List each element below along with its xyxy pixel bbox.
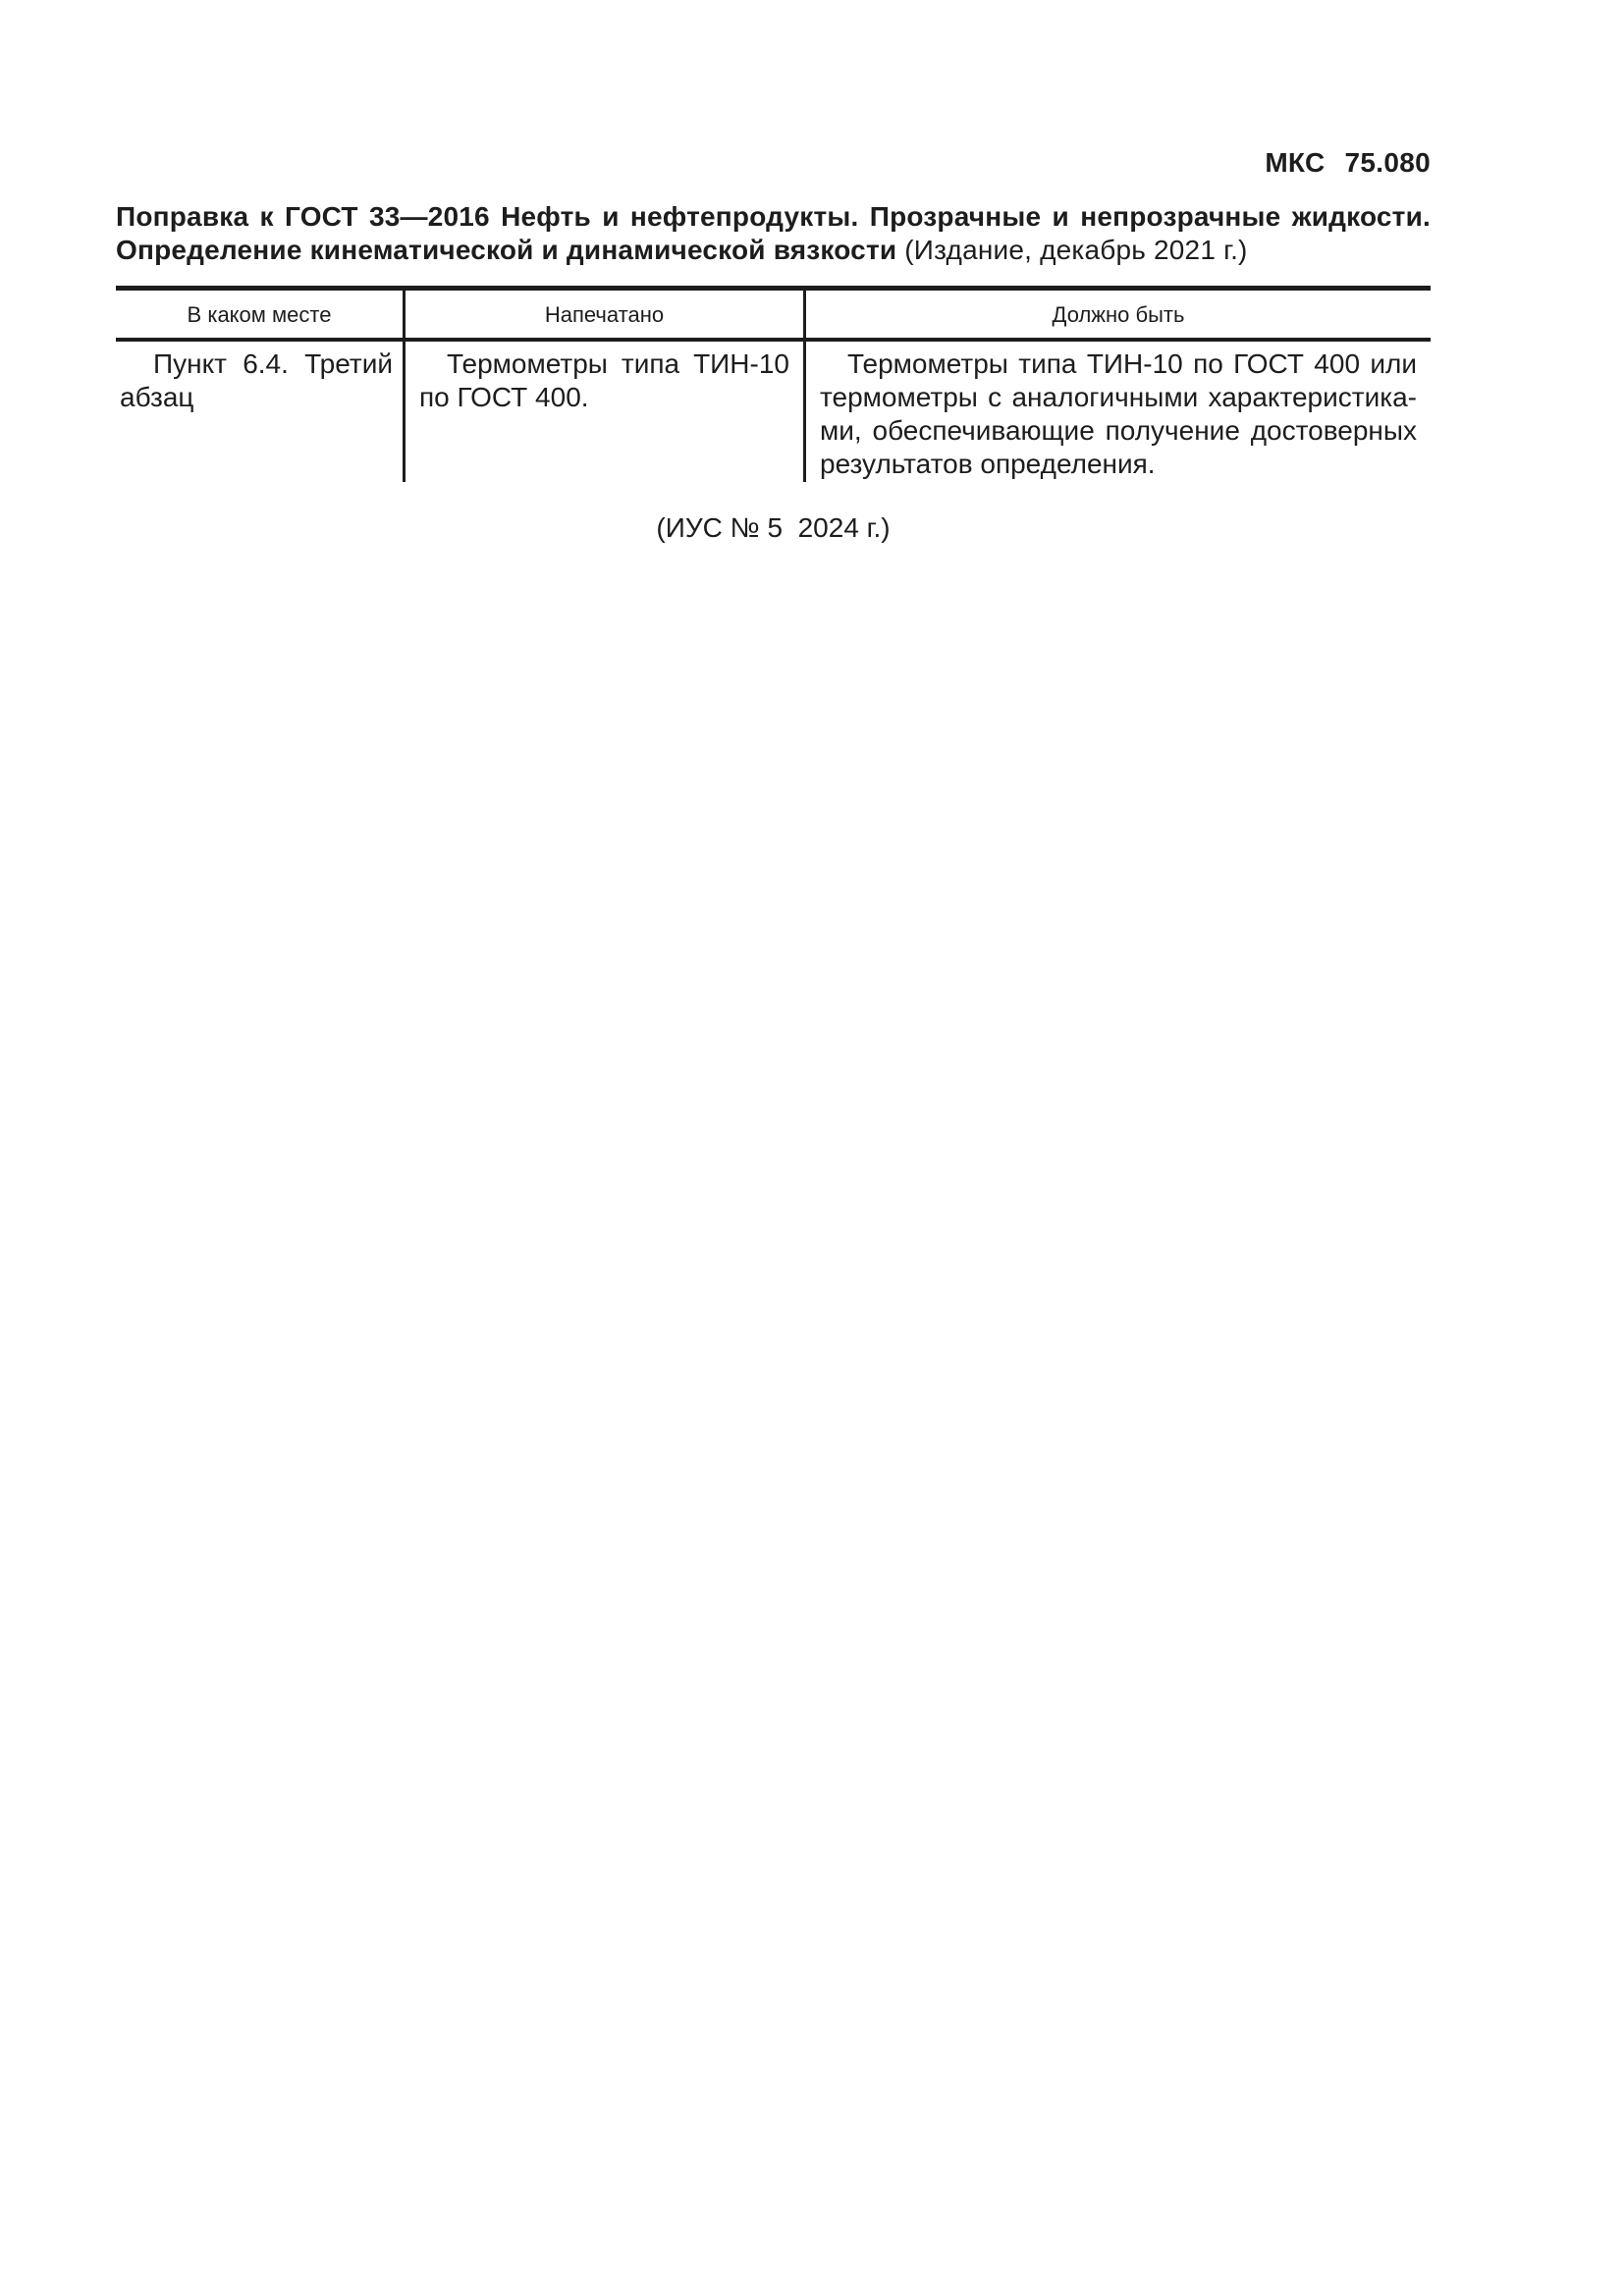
printed-line: по ГОСТ 400. [419, 382, 589, 412]
location-line: абзац [120, 382, 194, 412]
table-header-printed: Напечатано [403, 291, 803, 342]
title-line-2-edition: (Издание, декабрь 2021 г.) [896, 235, 1248, 265]
printed-line: Термометры типа ТИН-10 [447, 348, 789, 379]
footer-note: (ИУС № 5 2024 г.) [656, 512, 891, 543]
title-line-1: Поправка к ГОСТ 33—2016 Нефть и нефтепродукты. Прозрачные и непрозрачные жидкости. [116, 201, 1431, 232]
location-line: Пункт 6.4. Третий [153, 348, 393, 379]
table-cell-printed [403, 342, 803, 482]
should-be-line: термометры с аналогичными характеристика- [820, 382, 1417, 412]
table-cell-should-be [803, 342, 1431, 482]
table-header-should-be: Должно быть [803, 291, 1431, 342]
should-be-line: Термометры типа ТИН-10 по ГОСТ 400 или [847, 348, 1417, 379]
table-header-location: В каком месте [116, 291, 403, 342]
title-line-2-bold: Определение кинематической и динамической вязкости [116, 235, 897, 265]
should-be-line: результатов определения. [820, 449, 1156, 479]
title-line-2 [116, 234, 1431, 267]
classification-code: МКС 75.080 [1265, 147, 1431, 178]
should-be-line: ми, обеспечивающие получение достоверных [820, 415, 1417, 446]
page-content [116, 0, 1431, 544]
table-cell-location [116, 342, 403, 482]
correction-table [116, 286, 1431, 482]
document-title [116, 200, 1431, 267]
